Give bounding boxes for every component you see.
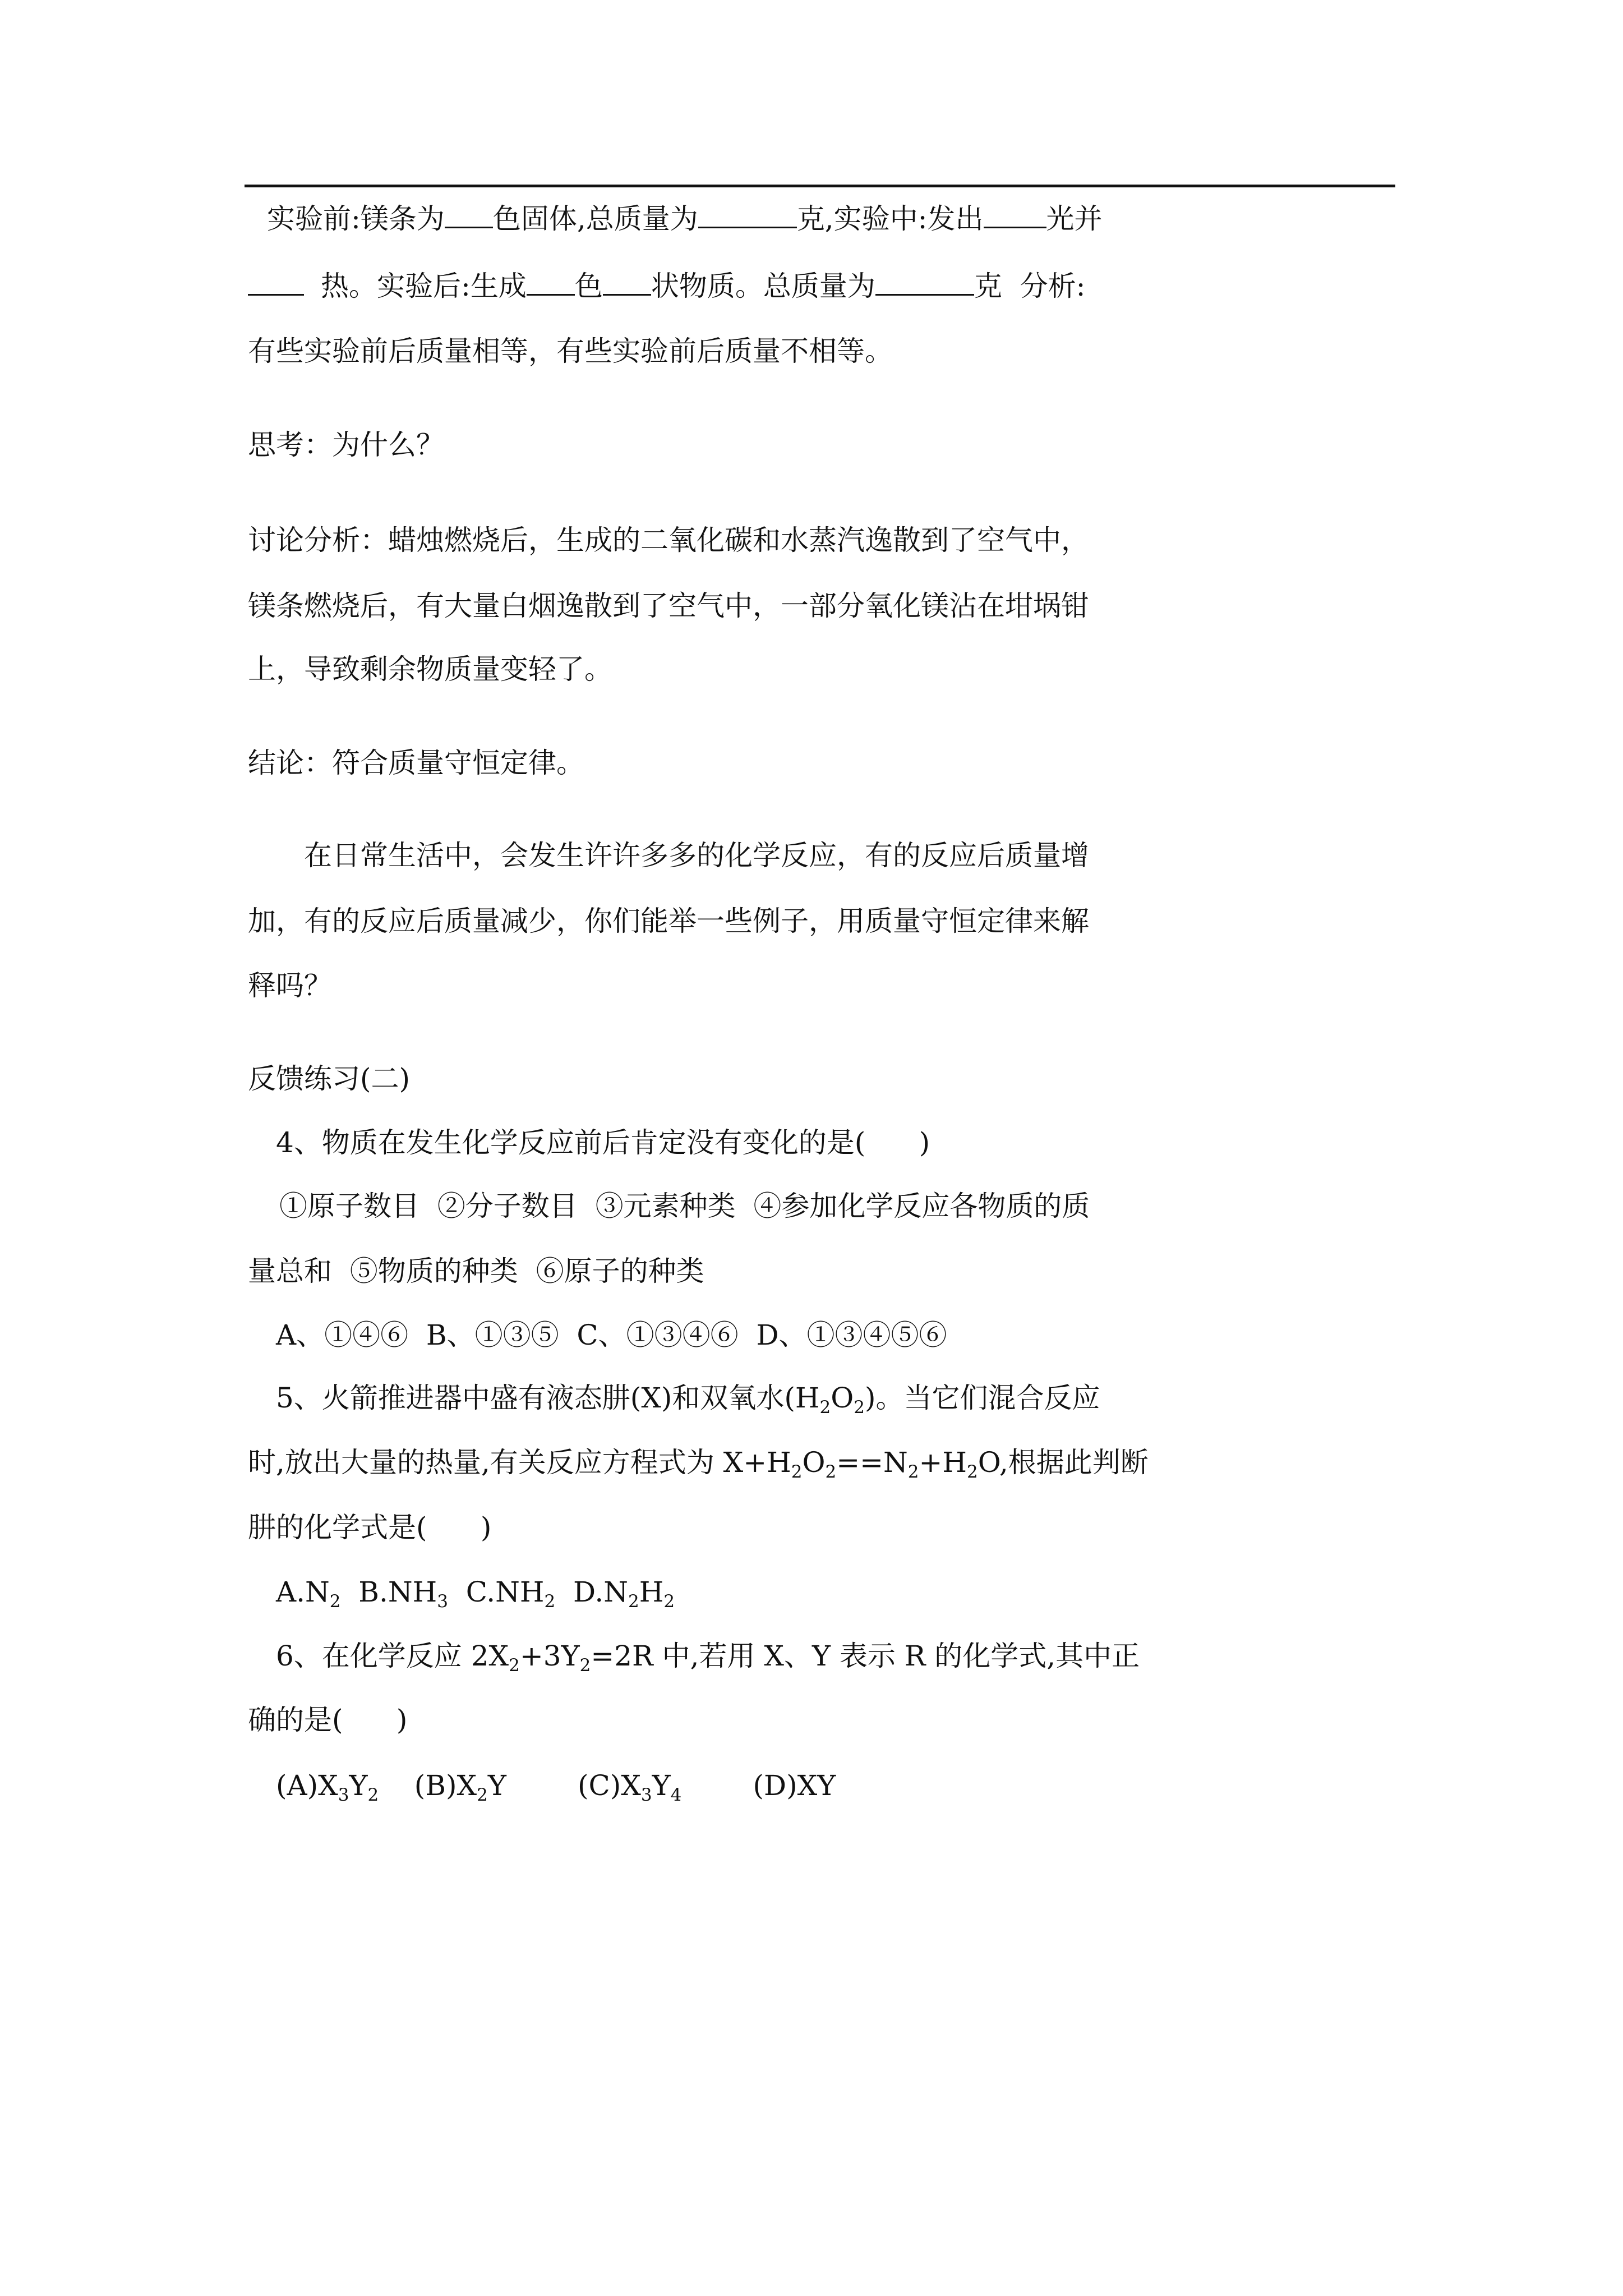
discussion-line-1: 讨论分析：蜡烛燃烧后，生成的二氧化碳和水蒸汽逸散到了空气中，	[248, 524, 1089, 556]
text-segment: 状物质。总质量为	[651, 270, 875, 302]
q5-line-2	[248, 1446, 1149, 1482]
q4-options: A、①④⑥ B、①③⑤ C、①③④⑥ D、①③④⑤⑥	[276, 1319, 947, 1351]
q6-line-2: 确的是( )	[248, 1704, 408, 1736]
fill-blank	[445, 202, 493, 228]
q5-options	[276, 1575, 675, 1612]
text-segment: )。当它们混合反应	[865, 1382, 1100, 1414]
subscript: 3	[437, 1591, 449, 1612]
text-segment: 克,实验中:发出	[796, 203, 984, 235]
subscript: 2	[579, 1655, 591, 1676]
fill-blank	[527, 269, 575, 296]
text-segment: 克 分析:	[974, 270, 1086, 302]
text-segment: +3Y	[519, 1640, 580, 1672]
subscript: 3	[338, 1785, 349, 1805]
q6-options	[276, 1769, 836, 1805]
text-segment: 色固体,总质量为	[492, 203, 698, 235]
fill-blank	[984, 202, 1046, 228]
text-segment: A.N	[276, 1576, 330, 1608]
subscript: 2	[907, 1462, 919, 1482]
conclusion-paragraph: 结论：符合质量守恒定律。	[248, 747, 584, 779]
subscript: 2	[967, 1462, 978, 1482]
fill-blank	[248, 269, 304, 296]
daily-line-2: 加，有的反应后质量减少，你们能举一些例子，用质量守恒定律来解	[248, 905, 1089, 937]
subscript: 4	[670, 1785, 682, 1805]
text-segment: O	[802, 1446, 826, 1479]
q4-items-line-2: 量总和 ⑤物质的种类 ⑥原子的种类	[248, 1255, 704, 1287]
subscript: 2	[477, 1785, 488, 1805]
text-segment: =2R 中,若用 X、Y 表示 R 的化学式,其中正	[591, 1640, 1140, 1672]
subscript: 2	[825, 1462, 837, 1482]
think-paragraph: 思考：为什么？	[248, 429, 444, 461]
text-segment: C.NH	[448, 1576, 545, 1608]
discussion-line-2: 镁条燃烧后，有大量白烟逸散到了空气中，一部分氧化镁沾在坩埚钳	[248, 590, 1089, 622]
subscript: 2	[544, 1591, 556, 1612]
text-segment: ==N	[836, 1446, 908, 1479]
subscript: 2	[791, 1462, 803, 1482]
q5-line-3: 肼的化学式是( )	[248, 1511, 492, 1544]
text-segment: O	[831, 1382, 854, 1414]
experiment-line-2	[248, 269, 1086, 303]
text-segment: Y	[487, 1769, 506, 1802]
subscript: 2	[663, 1591, 675, 1612]
text-segment: 色	[574, 270, 603, 302]
text-segment: Y	[652, 1769, 671, 1802]
feedback-title: 反馈练习(二)	[248, 1062, 411, 1095]
text-segment: 时,放出大量的热量,有关反应方程式为 X+H	[248, 1446, 791, 1479]
subscript: 2	[329, 1591, 341, 1612]
daily-line-1: 在日常生活中，会发生许许多多的化学反应，有的反应后质量增	[304, 839, 1089, 872]
text-segment: (B)X	[379, 1769, 477, 1802]
subscript: 2	[819, 1397, 831, 1418]
q5-line-1	[276, 1381, 1100, 1418]
fill-blank	[603, 269, 651, 296]
header-rule	[245, 185, 1395, 187]
text-segment: (D)XY	[681, 1769, 836, 1802]
text-segment: Y	[349, 1769, 368, 1802]
subscript: 2	[367, 1785, 379, 1805]
q6-line-1	[276, 1639, 1140, 1676]
q4-stem: 4、物质在发生化学反应前后肯定没有变化的是( )	[276, 1126, 930, 1159]
experiment-line-1	[267, 202, 1103, 236]
daily-line-3: 释吗？	[248, 969, 332, 1002]
subscript: 2	[628, 1591, 639, 1612]
subscript: 2	[854, 1397, 865, 1418]
text-segment: O,根据此判断	[978, 1446, 1149, 1479]
text-segment: 热。实验后:生成	[321, 270, 527, 302]
experiment-line-3: 有些实验前后质量相等，有些实验前后质量不相等。	[248, 335, 893, 367]
text-segment: 5、火箭推进器中盛有液态肼(X)和双氧水(H	[276, 1382, 820, 1414]
fill-blank	[698, 202, 797, 228]
subscript: 2	[509, 1655, 520, 1676]
text-segment: (A)X	[276, 1769, 338, 1802]
text-segment: 实验前:镁条为	[267, 203, 445, 235]
q4-items-line-1: ①原子数目 ②分子数目 ③元素种类 ④参加化学反应各物质的质	[279, 1190, 1090, 1222]
discussion-line-3: 上，导致剩余物质量变轻了。	[248, 653, 612, 685]
fill-blank	[875, 269, 974, 296]
text-segment: 光并	[1046, 203, 1103, 235]
subscript: 3	[640, 1785, 652, 1805]
text-segment: +H	[919, 1446, 967, 1479]
text-segment: D.N	[555, 1576, 629, 1608]
text-segment: H	[639, 1576, 664, 1608]
text-segment: B.NH	[340, 1576, 437, 1608]
text-segment: (C)X	[506, 1769, 641, 1802]
text-segment: 6、在化学反应 2X	[276, 1640, 509, 1672]
